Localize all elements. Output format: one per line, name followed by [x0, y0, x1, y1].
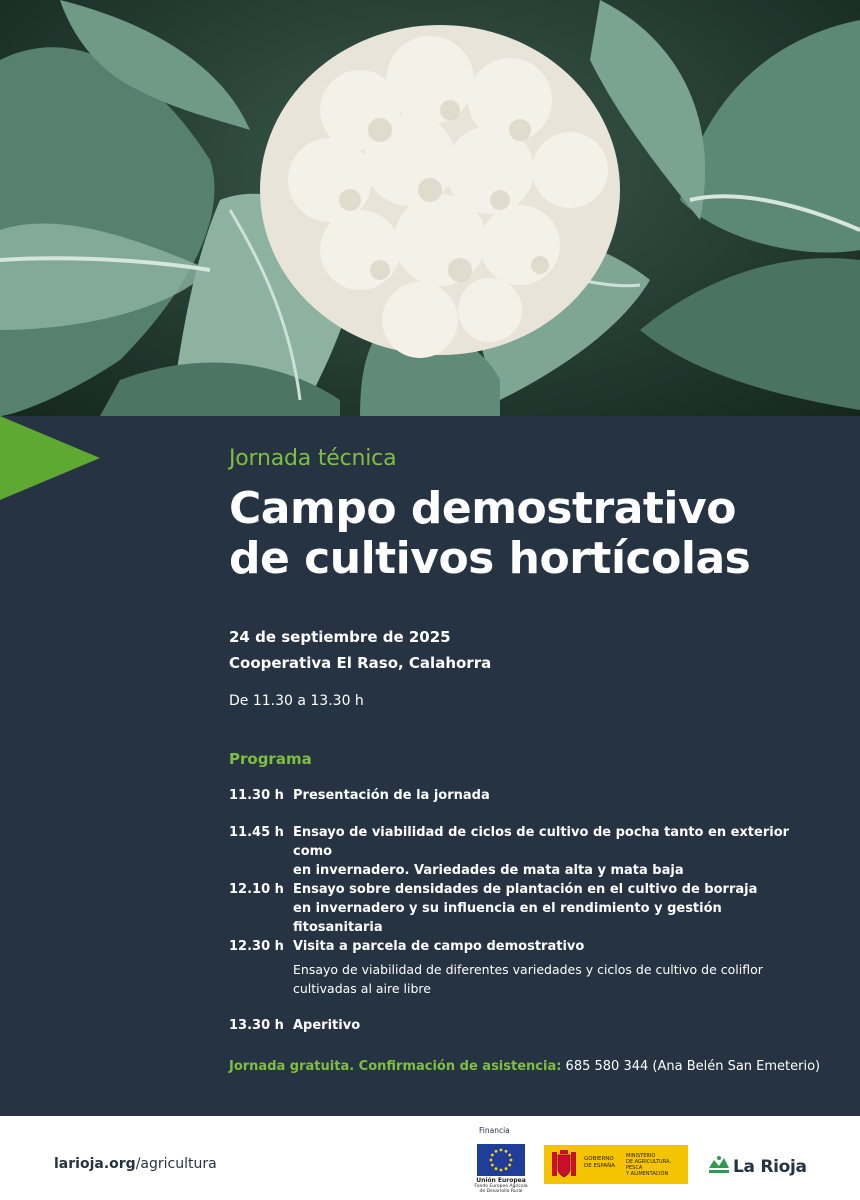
event-kicker: Jornada técnica: [229, 446, 397, 471]
program-item-time: 12.30 h: [229, 939, 284, 954]
la-rioja-emblem-icon: [708, 1154, 730, 1178]
spain-gov-line: DE ESPAÑA: [584, 1162, 616, 1169]
event-title-line-1: Campo demostrativo: [229, 483, 736, 534]
website-path: /agricultura: [135, 1156, 217, 1172]
program-item-title: [293, 823, 793, 880]
footer: [0, 1116, 860, 1200]
event-place: Cooperativa El Raso, Calahorra: [229, 654, 492, 672]
eu-flag-logo: [477, 1144, 525, 1176]
eu-stars-icon: [477, 1144, 525, 1176]
eu-label-line: Unión Europea: [476, 1177, 526, 1184]
event-title: [229, 484, 849, 584]
event-date: 24 de septiembre de 2025: [229, 628, 451, 646]
program-item-detail-line: Ensayo de viabilidad de diferentes variedades y ciclos de cultivo de coliflor: [293, 962, 763, 977]
spain-gov-label: [584, 1156, 622, 1169]
program-item-time: 13.30 h: [229, 1018, 284, 1033]
spain-ministry-logo: [544, 1145, 688, 1184]
program-item-title: Aperitivo: [293, 1018, 361, 1033]
program-item-title-line: Ensayo sobre densidades de plantación en el cultivo de borraja: [293, 882, 758, 897]
program-heading: Programa: [229, 750, 312, 768]
registration-note: [229, 1059, 820, 1074]
event-title-line-2: de cultivos hortícolas: [229, 533, 751, 584]
program-item-time: 12.10 h: [229, 882, 284, 897]
website-link[interactable]: [54, 1156, 217, 1172]
program-item-time: 11.45 h: [229, 825, 284, 840]
hero-photo: [0, 0, 860, 416]
eu-label-line: de Desarrollo Rural: [479, 1189, 523, 1194]
program-item-title: [293, 880, 793, 937]
spain-gov-line: GOBIERNO: [584, 1156, 614, 1162]
program-item-title: Visita a parcela de campo demostrativo: [293, 939, 585, 954]
program-item-title-line: en invernadero y su influencia en el rendimiento y gestión fitosanitaria: [293, 901, 722, 935]
cauliflower-illustration: [0, 0, 860, 416]
event-hours: De 11.30 a 13.30 h: [229, 693, 364, 709]
eu-label-line: Fondo Europeo Agrícola: [474, 1184, 528, 1189]
program-item-time: 11.30 h: [229, 788, 284, 803]
eu-label: [470, 1177, 532, 1194]
registration-highlight: Jornada gratuita. Confirmación de asistencia:: [229, 1059, 562, 1074]
program-item-title-line: Ensayo de viabilidad de ciclos de cultivo de pocha tanto en exterior como: [293, 825, 790, 859]
program-item-title-line: en invernadero. Variedades de mata alta y mata baja: [293, 863, 684, 878]
ministry-line: DE AGRICULTURA, PESCA: [626, 1159, 671, 1171]
program-item-detail: [293, 960, 793, 998]
spain-coat-of-arms-icon: [550, 1149, 578, 1180]
ministry-line: MINISTERIO: [626, 1153, 656, 1159]
program-item-title: Presentación de la jornada: [293, 788, 490, 803]
website-domain: larioja.org: [54, 1156, 136, 1172]
event-panel: [0, 416, 860, 1116]
green-triangle-accent: [0, 416, 100, 500]
registration-contact: 685 580 344 (Ana Belén San Emeterio): [561, 1059, 821, 1074]
la-rioja-logo-text: La Rioja: [733, 1157, 807, 1177]
financia-label: Financia: [479, 1126, 510, 1135]
ministry-line: Y ALIMENTACIÓN: [626, 1171, 669, 1177]
ministry-label: [626, 1153, 688, 1177]
program-item-detail-line: cultivadas al aire libre: [293, 981, 431, 996]
